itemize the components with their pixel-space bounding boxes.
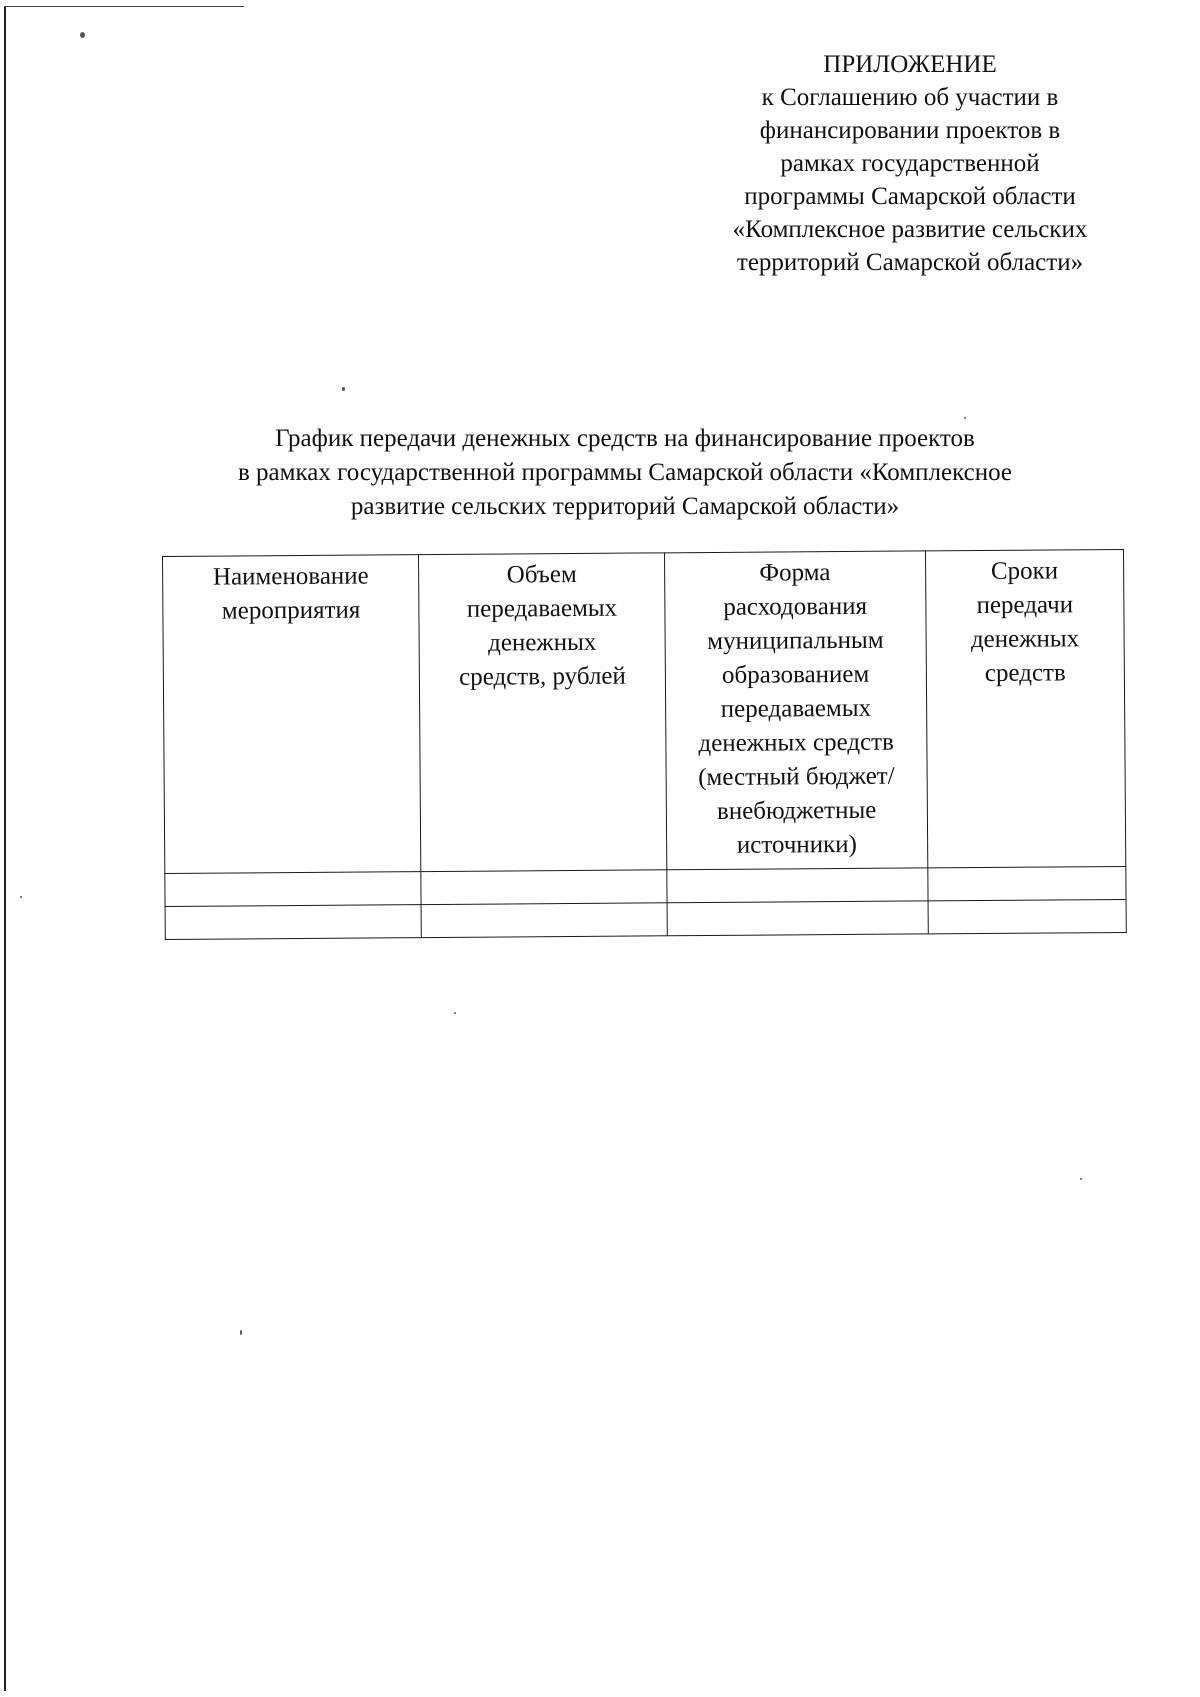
page-left-edge: [4, 6, 6, 1691]
scan-speck: [964, 417, 966, 419]
annex-line: рамках государственной: [780, 150, 1040, 177]
annex-heading: [690, 48, 1130, 279]
scan-speck: [80, 32, 85, 38]
annex-line: финансировании проектов в: [759, 117, 1061, 144]
table-cell: [928, 899, 1126, 933]
scan-speck: [240, 1330, 242, 1335]
title-line: в рамках государственной программы Самарской области «Комплексное: [238, 459, 1012, 486]
annex-line: программы Самарской области: [744, 183, 1076, 210]
scan-speck: [342, 387, 345, 391]
annex-line: к Соглашению об участии в: [761, 84, 1059, 111]
scan-speck: [1080, 1178, 1082, 1180]
table-cell: [928, 866, 1126, 900]
annex-line: территорий Самарской области»: [736, 249, 1084, 276]
transfer-schedule-table: [162, 549, 1127, 940]
scan-speck: [20, 896, 22, 898]
title-line: развитие сельских территорий Самарской области»: [350, 493, 900, 520]
header-spending-form: Форма расходования муниципальным образованием передаваемых денежных средств (местный бюджет/ внебюджетные источники): [664, 551, 927, 870]
table-cell: [165, 905, 422, 940]
table-cell: [421, 870, 667, 905]
table-header-row: [163, 549, 1126, 873]
header-transfer-dates: Сроки передачи денежных средств: [925, 549, 1126, 867]
table-row: [165, 899, 1126, 939]
table-cell: [165, 872, 422, 907]
title-line: График передачи денежных средств на финансирование проектов: [275, 425, 975, 452]
table-cell: [667, 901, 928, 936]
annex-line: «Комплексное развитие сельских: [732, 216, 1088, 243]
header-event-name: Наименование мероприятия: [163, 555, 422, 874]
table-cell: [421, 903, 667, 938]
scan-speck: [454, 1012, 456, 1014]
header-amount: Объем передаваемых денежных средств, рублей: [419, 553, 667, 872]
document-title: [150, 422, 1100, 524]
page-top-edge: [4, 6, 244, 7]
annex-title: ПРИЛОЖЕНИЕ: [823, 51, 997, 78]
table-cell: [667, 868, 928, 903]
